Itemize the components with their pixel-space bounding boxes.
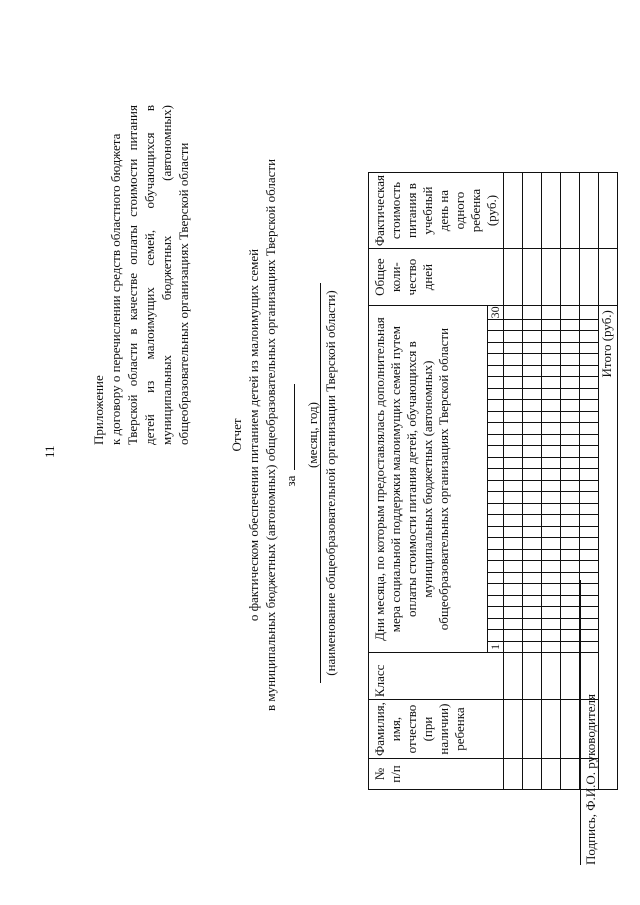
table-cell [504, 538, 523, 550]
table-cell [523, 249, 542, 306]
table-cell [580, 400, 599, 412]
table-cell [523, 480, 542, 492]
table-cell [504, 331, 523, 343]
day-cell [488, 584, 504, 596]
day-cell [488, 515, 504, 527]
table-cell [523, 354, 542, 366]
table-cell [580, 572, 599, 584]
period-prefix: за [283, 475, 298, 487]
table-cell [504, 641, 523, 653]
table-cell [504, 423, 523, 435]
day-cell [488, 377, 504, 389]
table-cell [580, 446, 599, 458]
table-cell [504, 759, 523, 790]
table-cell [523, 700, 542, 759]
day-cell [488, 331, 504, 343]
table-cell [542, 365, 561, 377]
day-cell [488, 630, 504, 642]
table-cell [504, 515, 523, 527]
appendix-title: Приложение [91, 375, 106, 445]
appendix-block [90, 105, 192, 445]
table-cell [504, 354, 523, 366]
table-cell [580, 618, 599, 630]
table-cell [580, 469, 599, 481]
table-cell [523, 400, 542, 412]
table-cell [561, 434, 580, 446]
table-cell [523, 306, 542, 319]
table-cell [542, 319, 561, 331]
table-cell [542, 457, 561, 469]
table-cell [504, 607, 523, 619]
table-cell [561, 549, 580, 561]
page-number: 11 [42, 445, 57, 458]
table-cell [504, 388, 523, 400]
day-cell-last: 30 [488, 306, 502, 319]
report-subtitle: о фактическом обеспечении питанием детей из малоимущих семей [246, 248, 261, 622]
table-cell [504, 653, 523, 700]
table-cell [504, 365, 523, 377]
appendix-line: к договору о перечислении средств областного бюджета [108, 133, 123, 445]
table-cell [523, 411, 542, 423]
table-cell [523, 446, 542, 458]
day-cell [488, 549, 504, 561]
table-cell [523, 561, 542, 573]
table-cell [580, 503, 599, 515]
table-cell [504, 526, 523, 538]
table-cell [561, 457, 580, 469]
table-cell [542, 515, 561, 527]
table-cell [542, 759, 561, 790]
table-cell [580, 549, 599, 561]
table-cell [580, 515, 599, 527]
table-cell [580, 457, 599, 469]
appendix-line: Тверской области в качестве оплаты стоимости питания [125, 105, 140, 445]
table-cell [542, 400, 561, 412]
table-cell [580, 492, 599, 504]
table-cell [523, 365, 542, 377]
table-cell [561, 526, 580, 538]
table-cell [580, 377, 599, 389]
header-days: Дни месяца, по которым предоставлялась дополнительная мера социальной поддержки малоимущих семей путем оплаты стоимости питания детей, обучающихся в муниципальных бюджетных (автономных) общеобразовательных организациях Тверской области [369, 306, 488, 653]
table-cell [504, 618, 523, 630]
table-cell [542, 354, 561, 366]
table-cell [523, 503, 542, 515]
table-cell [523, 549, 542, 561]
table-cell [580, 526, 599, 538]
table-cell [542, 584, 561, 596]
table-cell [561, 584, 580, 596]
table-cell [580, 319, 599, 331]
day-cell [488, 400, 504, 412]
table-cell [504, 306, 523, 319]
table-cell [504, 492, 523, 504]
table-cell [580, 434, 599, 446]
table-cell [542, 377, 561, 389]
table-cell [542, 249, 561, 306]
organization-name-line [320, 283, 321, 683]
table-cell [523, 423, 542, 435]
table-cell [542, 446, 561, 458]
table-cell [542, 607, 561, 619]
table-cell [504, 630, 523, 642]
day-cell [488, 411, 504, 423]
table-cell [523, 515, 542, 527]
table-cell [542, 700, 561, 759]
day-cell [488, 342, 504, 354]
day-cell [488, 492, 504, 504]
table-cell [504, 584, 523, 596]
table-cell [523, 653, 542, 700]
day-cell [488, 319, 504, 331]
table-cell [504, 595, 523, 607]
day-cell-first: 1 [488, 641, 504, 653]
table-cell [542, 653, 561, 700]
day-cell [488, 434, 504, 446]
table-cell [523, 469, 542, 481]
table-cell [580, 249, 599, 306]
table-cell [504, 400, 523, 412]
table-cell [561, 469, 580, 481]
table-cell [542, 526, 561, 538]
table-cell [504, 480, 523, 492]
table-cell [561, 342, 580, 354]
table-cell [561, 306, 580, 319]
table-cell [504, 411, 523, 423]
total-days-cell [599, 249, 618, 306]
table-cell [523, 377, 542, 389]
appendix-line: детей из малоимущих семей, обучающихся в [142, 105, 157, 445]
table-cell [561, 607, 580, 619]
table-cell [504, 700, 523, 759]
table-cell [523, 342, 542, 354]
appendix-line: муниципальных бюджетных (автономных) [159, 105, 174, 445]
table-cell [580, 630, 599, 642]
table-cell [561, 759, 580, 790]
table-cell [504, 446, 523, 458]
table-cell [561, 572, 580, 584]
table-cell [580, 561, 599, 573]
table-cell [561, 411, 580, 423]
table-cell [580, 388, 599, 400]
table-row [504, 173, 523, 790]
table-cell [504, 561, 523, 573]
table-cell [523, 526, 542, 538]
total-label: Итого (руб.) [599, 306, 618, 790]
table-cell [580, 480, 599, 492]
table-cell [580, 584, 599, 596]
table-cell [561, 354, 580, 366]
table-cell [580, 411, 599, 423]
table-cell [561, 400, 580, 412]
table-cell [523, 607, 542, 619]
total-cost-cell [599, 173, 618, 249]
table-cell [561, 515, 580, 527]
report-title: Отчет [229, 418, 244, 452]
header-num: № п/п [369, 759, 504, 790]
header-class: Класс [369, 653, 504, 700]
table-cell [561, 618, 580, 630]
table-cell [542, 173, 561, 249]
table-cell [561, 630, 580, 642]
table-cell [561, 641, 580, 653]
table-cell [542, 549, 561, 561]
header-cost: Фактическая стоимость питания в учебный день на одного ребенка (руб.) [369, 173, 504, 249]
day-cell [488, 595, 504, 607]
table-cell [580, 423, 599, 435]
table-cell [580, 354, 599, 366]
table-cell [542, 492, 561, 504]
table-cell [580, 538, 599, 550]
table-cell [561, 492, 580, 504]
day-cell [488, 607, 504, 619]
table-row [523, 173, 542, 790]
table-cell [523, 630, 542, 642]
table-cell [523, 434, 542, 446]
day-cell [488, 480, 504, 492]
table-cell [580, 653, 599, 700]
header-total-days: Общее коли-чество дней [369, 249, 504, 306]
table-cell [504, 249, 523, 306]
table-cell [561, 561, 580, 573]
table-row [542, 173, 561, 790]
table-cell [580, 331, 599, 343]
table-cell [523, 173, 542, 249]
table-cell [542, 388, 561, 400]
table-row [561, 173, 580, 790]
table-cell [561, 319, 580, 331]
header-name: Фамилия, имя, отчество (при наличии) ребенка [369, 700, 504, 759]
table-cell [580, 173, 599, 249]
signature-caption: Подпись, Ф.И.О. руководителя [583, 694, 598, 865]
table-cell [580, 342, 599, 354]
period-row [282, 155, 299, 715]
table-cell [561, 503, 580, 515]
day-cell [488, 446, 504, 458]
table-cell [561, 365, 580, 377]
appendix-line: общеобразовательных организациях Тверской области [176, 142, 191, 445]
table-cell [580, 595, 599, 607]
table-cell [542, 561, 561, 573]
table-cell [561, 249, 580, 306]
table-cell [580, 306, 599, 319]
day-cell [488, 618, 504, 630]
period-blank-line [282, 384, 295, 470]
table-cell [561, 388, 580, 400]
table-cell [523, 595, 542, 607]
table-cell [504, 319, 523, 331]
table-cell [561, 331, 580, 343]
table-cell [504, 342, 523, 354]
table-cell [523, 618, 542, 630]
day-cell [488, 365, 504, 377]
table-cell [523, 572, 542, 584]
table-cell [580, 641, 599, 653]
table-cell [542, 630, 561, 642]
table-cell [542, 618, 561, 630]
signature-line [580, 580, 581, 865]
table-cell [542, 331, 561, 343]
day-cell [488, 538, 504, 550]
table-cell [561, 653, 580, 700]
table-cell [561, 423, 580, 435]
table-header-row [369, 173, 488, 790]
table-cell [542, 595, 561, 607]
table-cell [523, 538, 542, 550]
table-cell [542, 411, 561, 423]
table-cell [523, 331, 542, 343]
table-cell [523, 457, 542, 469]
day-cell [488, 388, 504, 400]
table-cell [504, 434, 523, 446]
table-cell [504, 469, 523, 481]
table-cell [504, 377, 523, 389]
day-cell [488, 469, 504, 481]
table-cell [561, 480, 580, 492]
organization-caption: (наименование общеобразовательной организации Тверской области) [323, 290, 338, 676]
table-cell [504, 503, 523, 515]
table-cell [504, 572, 523, 584]
day-cell [488, 457, 504, 469]
table-cell [542, 538, 561, 550]
table-cell [504, 173, 523, 249]
table-cell [542, 423, 561, 435]
table-cell [504, 549, 523, 561]
table-cell [561, 377, 580, 389]
day-cell [488, 354, 504, 366]
table-cell [542, 480, 561, 492]
table-cell [523, 641, 542, 653]
table-cell [561, 700, 580, 759]
report-subtitle: в муниципальных бюджетных (автономных) общеобразовательных организациях Тверской области [263, 158, 278, 712]
table-cell [523, 492, 542, 504]
total-row [599, 173, 618, 790]
table-cell [542, 572, 561, 584]
table-cell [542, 641, 561, 653]
table-cell [523, 388, 542, 400]
day-cell [488, 526, 504, 538]
table-cell [542, 306, 561, 319]
table-cell [561, 446, 580, 458]
table-cell [523, 759, 542, 790]
table-cell [580, 607, 599, 619]
report-header [228, 155, 320, 715]
table-cell [561, 595, 580, 607]
day-cell [488, 423, 504, 435]
table-cell [542, 434, 561, 446]
table-cell [523, 319, 542, 331]
table-cell [561, 173, 580, 249]
table-cell [504, 457, 523, 469]
day-cell [488, 561, 504, 573]
table-cell [523, 584, 542, 596]
day-cell [488, 572, 504, 584]
period-caption: (месяц, год) [305, 402, 320, 468]
table-cell [542, 503, 561, 515]
day-cell [488, 503, 504, 515]
table-cell [542, 469, 561, 481]
table-cell [542, 342, 561, 354]
table-cell [561, 538, 580, 550]
table-cell [580, 365, 599, 377]
